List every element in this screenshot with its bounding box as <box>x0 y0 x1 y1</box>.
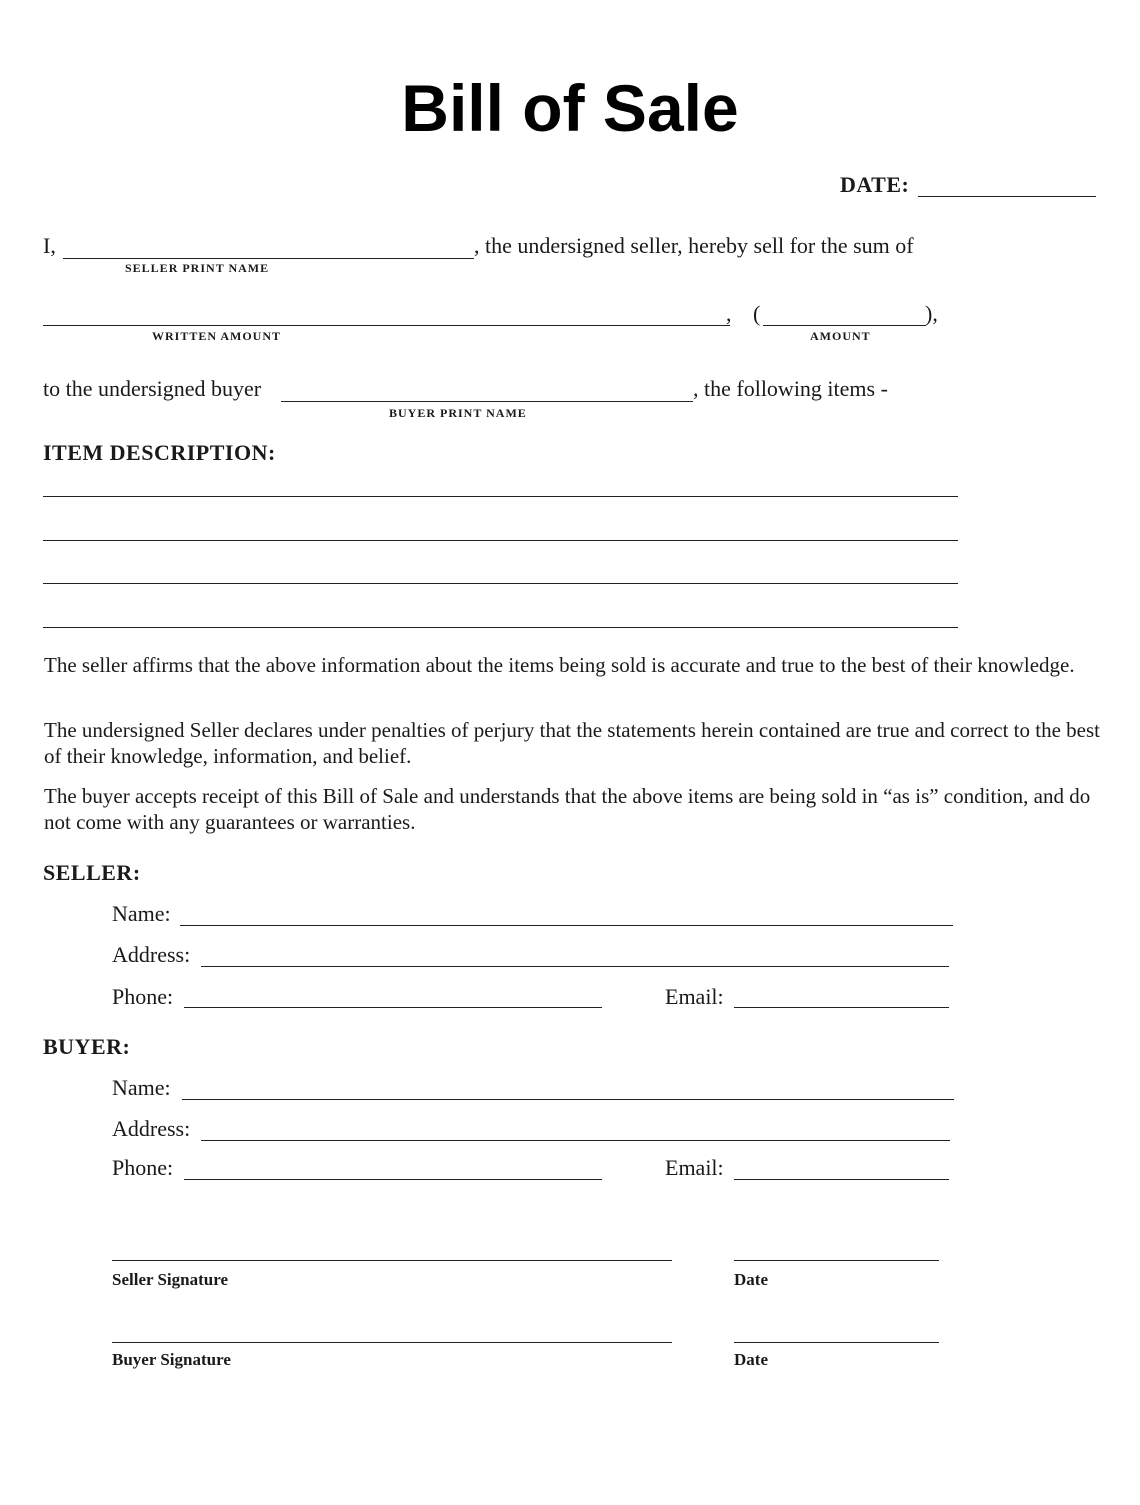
buyer-name-label: Name: <box>112 1075 171 1100</box>
date-field[interactable] <box>918 196 1096 197</box>
seller-phone-label: Phone: <box>112 984 174 1009</box>
buyer-address-label: Address: <box>112 1116 191 1141</box>
seller-signature-field[interactable] <box>112 1260 672 1261</box>
item-description-line[interactable] <box>43 496 958 497</box>
amount-caption: AMOUNT <box>810 329 871 343</box>
seller-email-field[interactable] <box>734 1007 949 1008</box>
seller-name-label: Name: <box>112 901 171 926</box>
seller-print-name-field[interactable] <box>63 258 474 259</box>
buyer-signature-label: Buyer Signature <box>112 1350 231 1369</box>
buyer-name-field[interactable] <box>182 1099 954 1100</box>
buyer-date-field[interactable] <box>734 1342 939 1343</box>
seller-email-label: Email: <box>665 984 724 1009</box>
seller-print-name-caption: SELLER PRINT NAME <box>125 261 270 275</box>
perjury-declaration-paragraph: The undersigned Seller declares under penalties of perjury that the statements herein contained are true and correct to the best of their knowledge, information, and belief. <box>44 718 1100 768</box>
item-description-heading: ITEM DESCRIPTION: <box>43 440 276 465</box>
as-is-acceptance-paragraph: The buyer accepts receipt of this Bill of Sale and understands that the above items are being sold in “as is” condition, and do not come with any guarantees or warranties. <box>44 784 1091 834</box>
buyer-phone-label: Phone: <box>112 1155 174 1180</box>
item-description-line[interactable] <box>43 540 958 541</box>
amount-close-paren: ), <box>925 301 938 326</box>
buyer-email-field[interactable] <box>734 1179 949 1180</box>
date-label: DATE: <box>840 172 910 197</box>
seller-phone-field[interactable] <box>184 1007 602 1008</box>
document-title: Bill of Sale <box>401 71 739 145</box>
buyer-heading: BUYER: <box>43 1034 131 1059</box>
seller-date-label: Date <box>734 1270 768 1289</box>
seller-address-label: Address: <box>112 942 191 967</box>
written-amount-field[interactable] <box>43 325 730 326</box>
buyer-print-name-field[interactable] <box>281 401 693 402</box>
amount-comma: , <box>726 301 732 326</box>
seller-sentence-text: , the undersigned seller, hereby sell for the sum of <box>474 233 914 258</box>
buyer-address-field[interactable] <box>201 1140 950 1141</box>
buyer-date-label: Date <box>734 1350 768 1369</box>
item-description-line[interactable] <box>43 583 958 584</box>
seller-name-field[interactable] <box>180 925 953 926</box>
buyer-sentence-text: , the following items - <box>693 376 888 401</box>
seller-prefix: I, <box>43 233 56 258</box>
item-description-line[interactable] <box>43 627 958 628</box>
buyer-email-label: Email: <box>665 1155 724 1180</box>
seller-heading: SELLER: <box>43 860 141 885</box>
buyer-print-name-caption: BUYER PRINT NAME <box>389 406 527 420</box>
buyer-prefix: to the undersigned buyer <box>43 376 262 401</box>
buyer-phone-field[interactable] <box>184 1179 602 1180</box>
written-amount-caption: WRITTEN AMOUNT <box>152 329 282 343</box>
seller-address-field[interactable] <box>201 966 949 967</box>
seller-date-field[interactable] <box>734 1260 939 1261</box>
amount-open-paren: ( <box>753 301 761 326</box>
numeric-amount-field[interactable] <box>763 325 926 326</box>
buyer-signature-field[interactable] <box>112 1342 672 1343</box>
seller-affirmation-paragraph: The seller affirms that the above information about the items being sold is accurate and true to the best of their knowledge. <box>44 653 1075 677</box>
seller-signature-label: Seller Signature <box>112 1270 229 1289</box>
